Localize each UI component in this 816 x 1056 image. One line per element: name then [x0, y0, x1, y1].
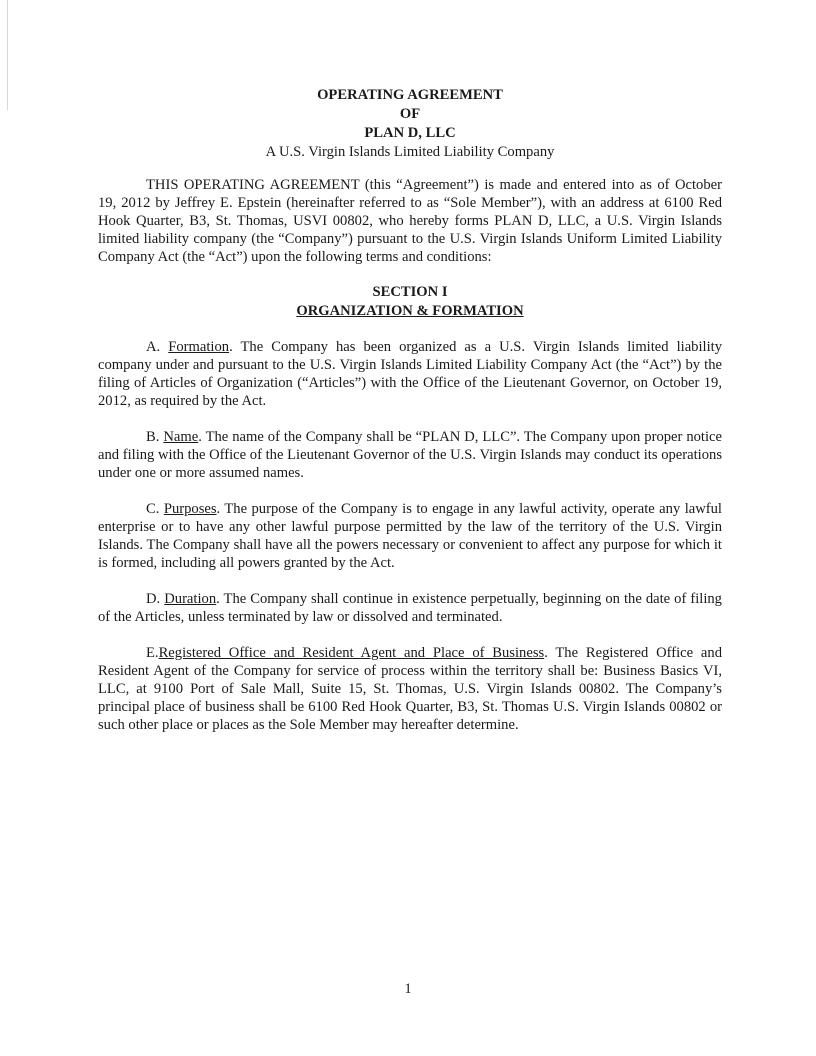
- page-number: 1: [404, 981, 412, 997]
- section-number: SECTION I: [372, 284, 448, 300]
- paragraph-registered-office: E.Registered Office and Resident Agent and Place of Business. The Registered Office and Resident Agent of the Company for service of process within the territory shall be: Business Basics VI, LLC, at 9100 Port of Sale Mall, Suite 15, St. Thomas, U.S. Virgin Islands 00802. The Company’s principal place of business shall be 6100 Red Hook Quarter, B3, St. Thomas U.S. Virgin Islands 00802 or such other place or places as the Sole Member may hereafter determine.: [98, 645, 722, 733]
- paragraph-name: B. Name. The name of the Company shall be “PLAN D, LLC”. The Company upon proper notice and filing with the Office of the Lieutenant Governor of the U.S. Virgin Islands may conduct its operations under one or more assumed names.: [98, 429, 722, 481]
- paragraph-heading: Duration: [164, 591, 217, 607]
- scan-edge-line: [7, 0, 8, 110]
- intro-paragraph: THIS OPERATING AGREEMENT (this “Agreement”) is made and entered into as of October 19, 2012 by Jeffrey E. Epstein (hereinafter referred to as “Sole Member”), with an address at 6100 Red Hook Quarter, B3, St. Thomas, USVI 00802, who hereby forms PLAN D, LLC, a U.S. Virgin Islands limited liability company (the “Company”) pursuant to the U.S. Virgin Islands Uniform Limited Liability Company Act (the “Act”) upon the following terms and conditions:: [98, 177, 722, 265]
- paragraph-text: The Company has been organized as a U.S. Virgin Islands limited liability company under and pursuant to the U.S. Virgin Islands Limited Liability Company Act (the “Act”) by the filing of Articles of Organization (“Articles”) with the Office of the Lieutenant Governor, on October 19, 2012, as required by the Act.: [98, 339, 722, 409]
- paragraph-letter: E.: [146, 645, 159, 661]
- paragraph-letter: C.: [146, 501, 160, 517]
- company-name: PLAN D, LLC: [364, 125, 456, 141]
- paragraph-duration: D. Duration. The Company shall continue in existence perpetually, beginning on the date of filing of the Articles, unless terminated by law or dissolved and terminated.: [98, 591, 722, 625]
- document-page: [98, 86, 722, 734]
- paragraph-letter: A.: [146, 339, 161, 355]
- document-title-of: OF: [399, 106, 421, 122]
- paragraph-text: The purpose of the Company is to engage in any lawful activity, operate any lawful enterprise or to have any other lawful purpose permitted by the law of the territory of the U.S. Virgin Islands. The Company shall have all the powers necessary or convenient to affect any purpose for which it is formed, including all powers granted by the Act.: [98, 501, 722, 571]
- paragraph-heading: Name: [163, 429, 199, 445]
- paragraph-formation: A. Formation. The Company has been organized as a U.S. Virgin Islands limited liability company under and pursuant to the U.S. Virgin Islands Limited Liability Company Act (the “Act”) by the filing of Articles of Organization (“Articles”) with the Office of the Lieutenant Governor, on October 19, 2012, as required by the Act.: [98, 339, 722, 409]
- document-title: OPERATING AGREEMENT: [317, 87, 503, 103]
- paragraph-letter: B.: [146, 429, 160, 445]
- paragraph-heading: Formation: [168, 339, 230, 355]
- section-title: ORGANIZATION & FORMATION: [296, 303, 524, 319]
- paragraph-letter: D.: [146, 591, 161, 607]
- paragraph-text: The Company shall continue in existence perpetually, beginning on the date of filing of the Articles, unless terminated by law or dissolved and terminated.: [98, 591, 722, 625]
- title-block: [98, 86, 722, 162]
- paragraph-heading: Purposes: [163, 501, 217, 517]
- paragraph-heading: Registered Office and Resident Agent and Place of Business: [158, 645, 545, 661]
- section-heading: [98, 283, 722, 321]
- document-subtitle: A U.S. Virgin Islands Limited Liability Company: [265, 144, 555, 160]
- paragraph-text: The name of the Company shall be “PLAN D, LLC”. The Company upon proper notice and filing with the Office of the Lieutenant Governor of the U.S. Virgin Islands may conduct its operations under one or more assumed names.: [98, 429, 722, 481]
- paragraph-text: The Registered Office and Resident Agent of the Company for service of process within the territory shall be: Business Basics VI, LLC, at 9100 Port of Sale Mall, Suite 15, St. Thomas, U.S. Virgin Islands 00802. The Company’s principal place of business shall be 6100 Red Hook Quarter, B3, St. Thomas U.S. Virgin Islands 00802 or such other place or places as the Sole Member may hereafter determine.: [98, 645, 722, 733]
- paragraph-purposes: C. Purposes. The purpose of the Company is to engage in any lawful activity, operate any lawful enterprise or to have any other lawful purpose permitted by the law of the territory of the U.S. Virgin Islands. The Company shall have all the powers necessary or convenient to affect any purpose for which it is formed, including all powers granted by the Act.: [98, 501, 722, 571]
